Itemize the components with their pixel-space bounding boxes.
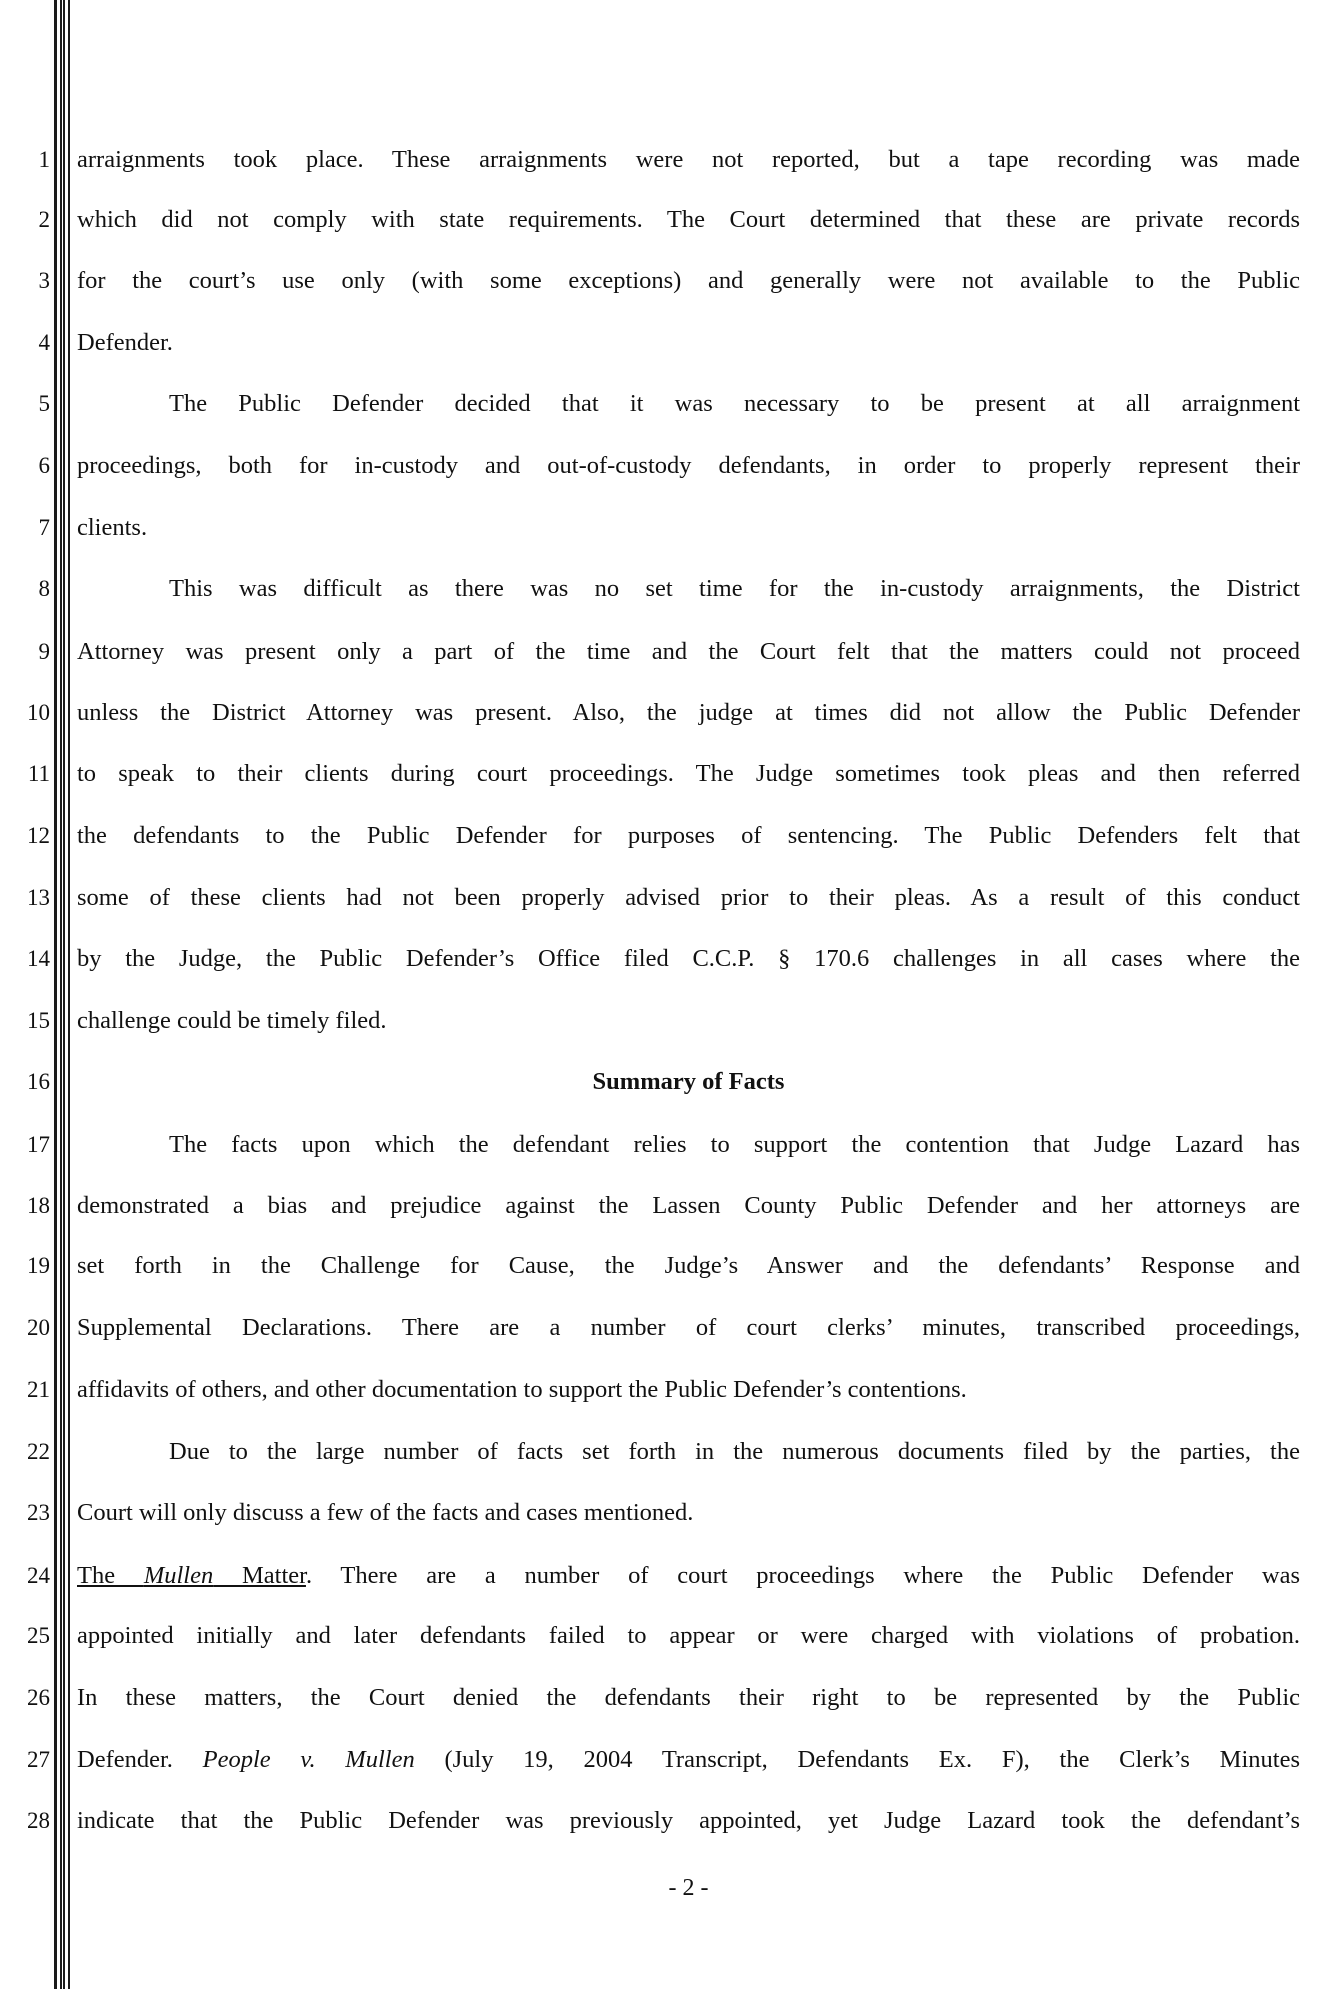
subheading-part: Matter xyxy=(213,1562,306,1589)
line-number: 11 xyxy=(27,761,50,786)
text-span: Defender. xyxy=(77,1746,203,1773)
line-number: 17 xyxy=(27,1132,50,1157)
text-line xyxy=(77,1745,1300,1775)
text-line: set forth in the Challenge for Cause, the Judge’s Answer and the defendants’ Response and xyxy=(77,1252,1300,1279)
text-span: (July 19, 2004 Transcript, Defendants Ex. F), the Clerk’s Minutes xyxy=(414,1746,1300,1773)
margin-rule-outer xyxy=(54,0,57,1989)
subheading-case-name: Mullen xyxy=(143,1562,214,1589)
text-line: clients. xyxy=(77,514,148,541)
line-number: 26 xyxy=(27,1685,50,1710)
line-number: 23 xyxy=(27,1500,50,1525)
line-number: 28 xyxy=(27,1808,50,1833)
text-line: the defendants to the Public Defender for purposes of sentencing. The Public Defenders felt that xyxy=(77,822,1300,849)
line-number: 4 xyxy=(38,330,50,355)
text-span: . There are a number of court proceedings where the Public Defender was xyxy=(305,1562,1300,1589)
text-line: which did not comply with state requirements. The Court determined that these are private records xyxy=(77,206,1300,233)
text-line: arraignments took place. These arraignments were not reported, but a tape recording was made xyxy=(77,146,1300,173)
text-line: for the court’s use only (with some exceptions) and generally were not available to the Public xyxy=(77,267,1300,294)
line-number: 21 xyxy=(27,1377,50,1402)
line-number: 16 xyxy=(27,1069,50,1094)
text-line xyxy=(77,1561,1300,1591)
line-number: 10 xyxy=(27,700,50,725)
line-number: 19 xyxy=(27,1253,50,1278)
line-number: 7 xyxy=(38,515,50,540)
line-number: 20 xyxy=(27,1315,50,1340)
text-line: proceedings, both for in-custody and out-of-custody defendants, in order to properly represent their xyxy=(77,452,1300,479)
line-number: 2 xyxy=(38,207,50,232)
text-line: by the Judge, the Public Defender’s Office filed C.C.P. § 170.6 challenges in all cases where the xyxy=(77,945,1300,972)
text-line: demonstrated a bias and prejudice against the Lassen County Public Defender and her attorneys are xyxy=(77,1192,1300,1219)
margin-rule-inner xyxy=(60,0,62,1989)
section-heading: Summary of Facts xyxy=(592,1068,785,1095)
text-line: appointed initially and later defendants failed to appear or were charged with violations of probation. xyxy=(77,1622,1300,1649)
text-line: to speak to their clients during court proceedings. The Judge sometimes took pleas and then referred xyxy=(77,760,1300,787)
line-number: 9 xyxy=(38,639,50,664)
text-line: Supplemental Declarations. There are a number of court clerks’ minutes, transcribed proceedings, xyxy=(77,1314,1300,1341)
text-line: Attorney was present only a part of the time and the Court felt that the matters could not proceed xyxy=(77,638,1300,665)
case-citation: People v. Mullen xyxy=(202,1746,415,1773)
line-number: 22 xyxy=(27,1439,50,1464)
line-number: 27 xyxy=(27,1747,50,1772)
line-number: 24 xyxy=(27,1563,50,1588)
line-number: 12 xyxy=(27,823,50,848)
text-line: Court will only discuss a few of the facts and cases mentioned. xyxy=(77,1499,694,1526)
text-line: The Public Defender decided that it was necessary to be present at all arraignment xyxy=(169,390,1300,417)
line-number: 15 xyxy=(27,1008,50,1033)
text-line: In these matters, the Court denied the defendants their right to be represented by the Public xyxy=(77,1684,1300,1711)
line-number: 5 xyxy=(38,391,50,416)
text-line: The facts upon which the defendant relies to support the contention that Judge Lazard has xyxy=(169,1131,1300,1158)
subheading-part: The xyxy=(77,1562,144,1589)
margin-rule-double-right xyxy=(68,0,70,1989)
text-line: Due to the large number of facts set forth in the numerous documents filed by the parties, the xyxy=(169,1438,1300,1465)
line-number: 18 xyxy=(27,1193,50,1218)
text-line: unless the District Attorney was present. Also, the judge at times did not allow the Public Defender xyxy=(77,699,1300,726)
line-number: 14 xyxy=(27,946,50,971)
line-number: 8 xyxy=(38,576,50,601)
line-number: 1 xyxy=(38,147,50,172)
line-number: 6 xyxy=(38,453,50,478)
text-line: affidavits of others, and other documentation to support the Public Defender’s contentions. xyxy=(77,1376,967,1403)
text-line: challenge could be timely filed. xyxy=(77,1007,387,1034)
text-line: This was difficult as there was no set time for the in-custody arraignments, the District xyxy=(169,575,1300,602)
text-line: some of these clients had not been properly advised prior to their pleas. As a result of this conduct xyxy=(77,884,1300,911)
subheading-underlined xyxy=(77,1562,306,1589)
margin-rule-double-left xyxy=(63,0,65,1989)
line-number: 3 xyxy=(38,268,50,293)
text-line: Defender. xyxy=(77,329,173,356)
page-number: - 2 - xyxy=(668,1875,709,1901)
text-line: indicate that the Public Defender was previously appointed, yet Judge Lazard took the defendant’s xyxy=(77,1807,1300,1834)
line-number: 25 xyxy=(27,1623,50,1648)
line-number: 13 xyxy=(27,885,50,910)
